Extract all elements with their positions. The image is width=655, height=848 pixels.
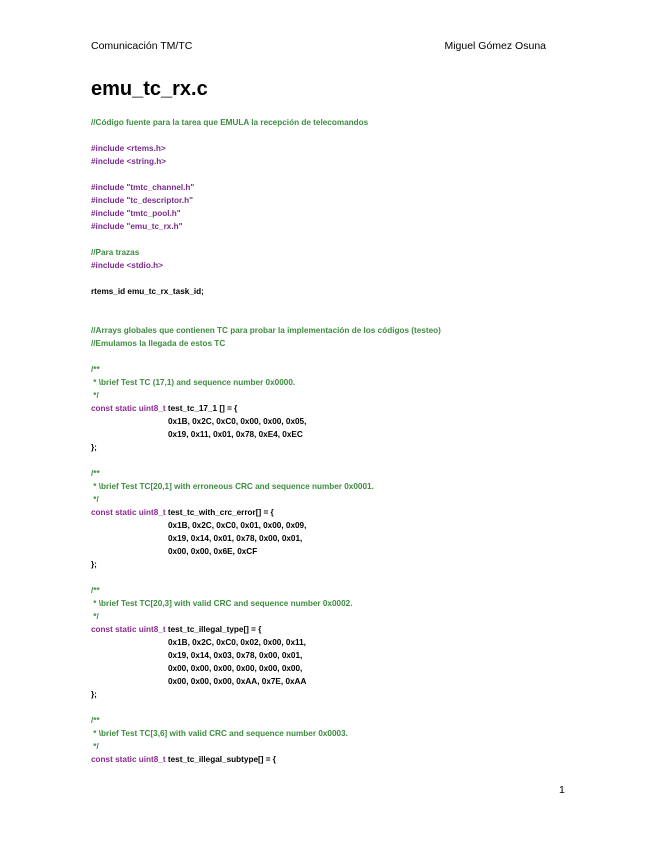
doc-comment: * \brief Test TC[20,1] with erroneous CRC and sequence number 0x0001. <box>91 482 374 491</box>
include-line: #include "tmtc_channel.h" <box>91 183 195 192</box>
decl-name: test_tc_illegal_subtype[] = { <box>167 755 276 764</box>
decl-keyword: const static <box>91 625 137 634</box>
code-comment: //Código fuente para la tarea que EMULA la recepción de telecomandos <box>91 118 369 127</box>
doc-comment: * \brief Test TC[3,6] with valid CRC and sequence number 0x0003. <box>91 729 348 738</box>
decl-name: test_tc_17_1 [] = { <box>167 404 238 413</box>
decl-keyword: const static <box>91 508 137 517</box>
include-line: #include <stdio.h> <box>91 261 163 270</box>
task-id-declaration: rtems_id emu_tc_rx_task_id; <box>91 287 204 296</box>
code-comment: //Arrays globales que contienen TC para probar la implementación de los códigos (testeo) <box>91 326 441 335</box>
doc-comment: /** <box>91 586 100 595</box>
array-block-17-1 <box>91 363 595 454</box>
document-title: emu_tc_rx.c <box>91 78 208 100</box>
array-block-crc-error <box>91 467 595 571</box>
doc-comment: */ <box>91 391 99 400</box>
decl-name: test_tc_illegal_type[] = { <box>167 625 262 634</box>
page-number: 1 <box>559 784 565 796</box>
decl-type: uint8_t <box>138 404 166 413</box>
doc-comment: */ <box>91 742 99 751</box>
doc-comment: * \brief Test TC (17,1) and sequence number 0x0000. <box>91 378 296 387</box>
array-block-illegal-type <box>91 584 595 701</box>
doc-comment: /** <box>91 365 100 374</box>
header-right: Miguel Gómez Osuna <box>444 40 546 52</box>
array-close: }; <box>91 690 97 699</box>
decl-keyword: const static <box>91 755 137 764</box>
doc-comment: */ <box>91 495 99 504</box>
include-line: #include "emu_tc_rx.h" <box>91 222 183 231</box>
include-line: #include <rtems.h> <box>91 144 166 153</box>
decl-type: uint8_t <box>138 755 166 764</box>
array-row: 0x1B, 0x2C, 0xC0, 0x02, 0x00, 0x11, <box>168 638 306 647</box>
code-comment: //Emulamos la llegada de estos TC <box>91 339 226 348</box>
array-row: 0x00, 0x00, 0x6E, 0xCF <box>168 547 258 556</box>
include-line: #include "tmtc_pool.h" <box>91 209 181 218</box>
array-declaration <box>91 623 595 636</box>
decl-type: uint8_t <box>138 625 166 634</box>
array-row: 0x00, 0x00, 0x00, 0xAA, 0x7E, 0xAA <box>168 677 307 686</box>
array-row: 0x19, 0x14, 0x03, 0x78, 0x00, 0x01, <box>168 651 303 660</box>
header-left: Comunicación TM/TC <box>91 40 193 52</box>
doc-comment: /** <box>91 716 100 725</box>
array-close: }; <box>91 560 97 569</box>
page-header <box>91 40 546 52</box>
array-row: 0x19, 0x14, 0x01, 0x78, 0x00, 0x01, <box>168 534 303 543</box>
array-block-illegal-subtype <box>91 714 595 766</box>
include-line: #include "tc_descriptor.h" <box>91 196 193 205</box>
array-declaration <box>91 753 595 766</box>
array-row: 0x00, 0x00, 0x00, 0x00, 0x00, 0x00, <box>168 664 303 673</box>
array-row: 0x1B, 0x2C, 0xC0, 0x00, 0x00, 0x05, <box>168 417 307 426</box>
array-close: }; <box>91 443 97 452</box>
array-declaration <box>91 402 595 415</box>
decl-keyword: const static <box>91 404 137 413</box>
doc-comment: */ <box>91 612 99 621</box>
doc-comment: * \brief Test TC[20,3] with valid CRC and sequence number 0x0002. <box>91 599 353 608</box>
include-line: #include <string.h> <box>91 157 167 166</box>
array-row: 0x19, 0x11, 0x01, 0x78, 0xE4, 0xEC <box>168 430 303 439</box>
decl-type: uint8_t <box>138 508 166 517</box>
doc-comment: /** <box>91 469 100 478</box>
code-comment: //Para trazas <box>91 248 140 257</box>
array-row: 0x1B, 0x2C, 0xC0, 0x01, 0x00, 0x09, <box>168 521 307 530</box>
array-declaration <box>91 506 595 519</box>
code-listing <box>91 116 595 766</box>
decl-name: test_tc_with_crc_error[] = { <box>167 508 274 517</box>
